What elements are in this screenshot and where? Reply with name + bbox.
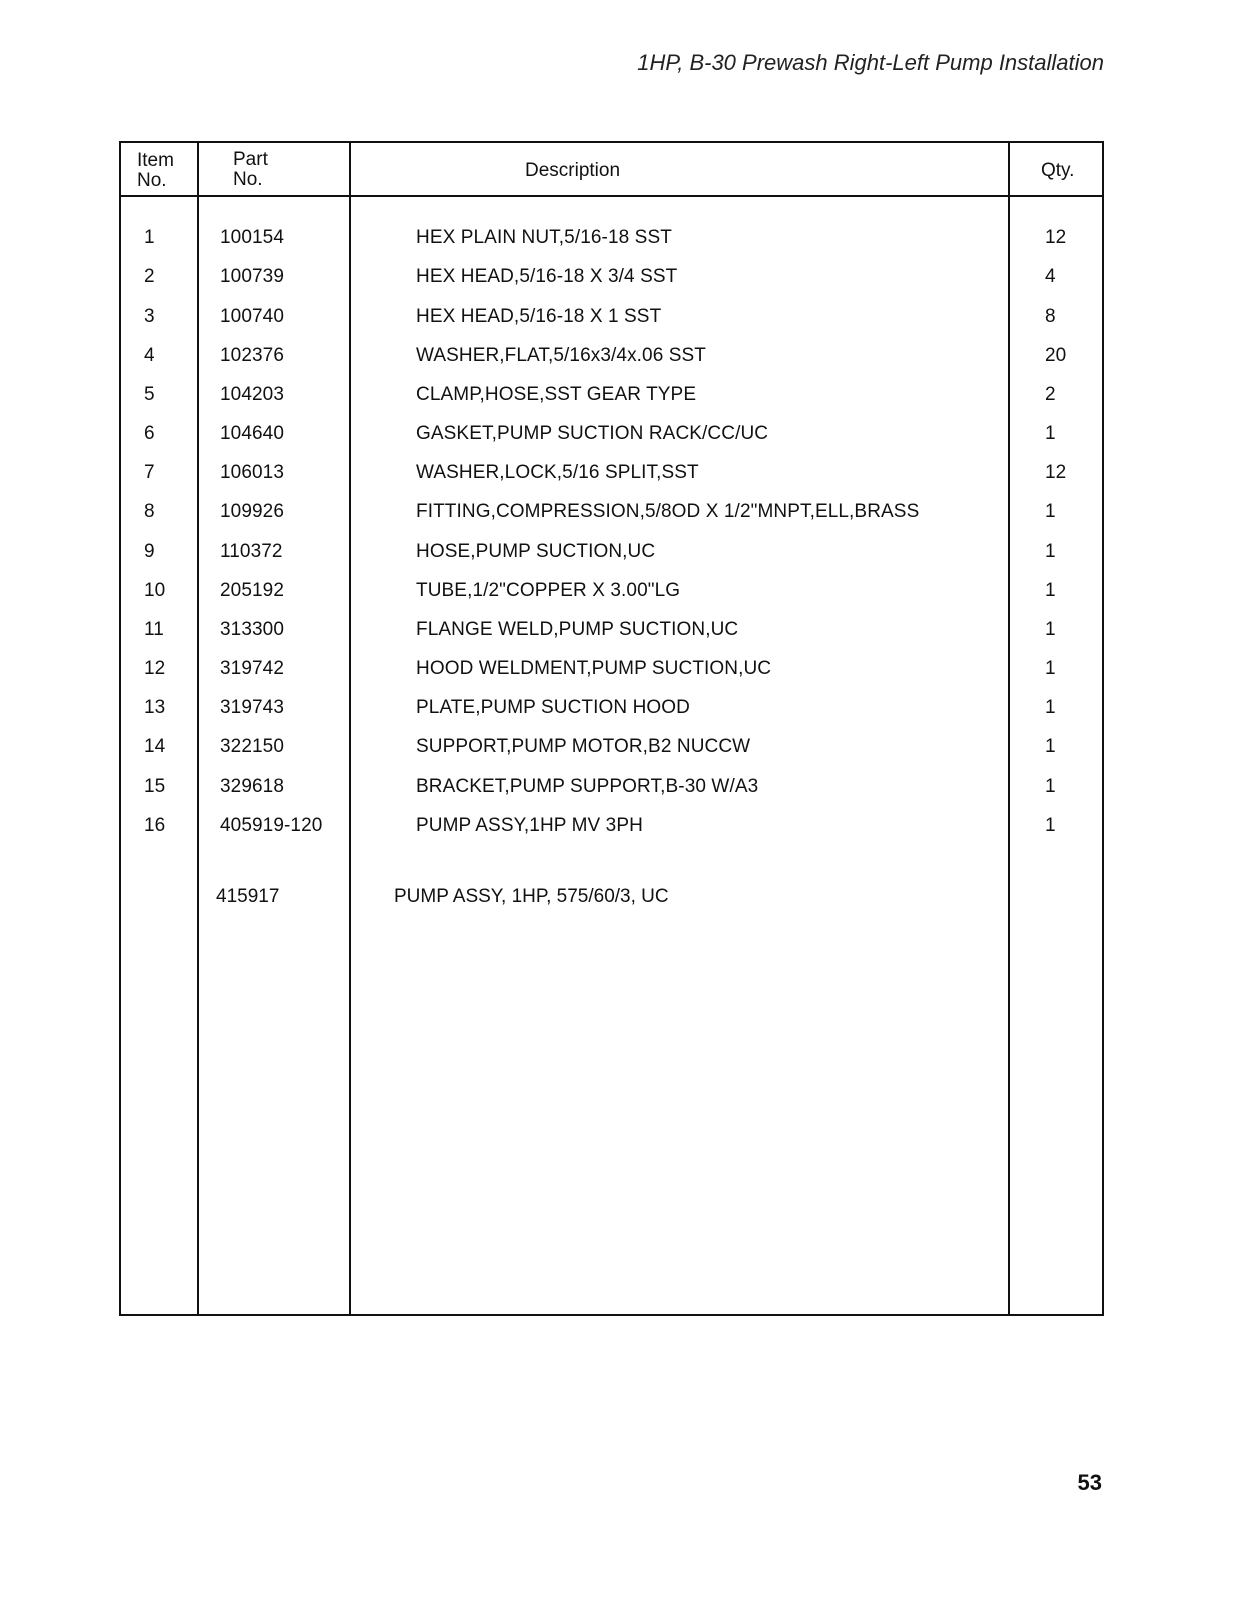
table-row: [121, 736, 1102, 775]
part-number: 329618: [220, 776, 285, 797]
alternate-part-number: 415917: [216, 886, 280, 907]
table-row: [121, 776, 1102, 815]
part-description: PLATE,PUMP SUCTION HOOD: [416, 697, 690, 718]
part-number: 110372: [220, 541, 283, 562]
part-description: HOSE,PUMP SUCTION,UC: [416, 541, 656, 562]
header-divider: [121, 195, 1102, 197]
table-row: [121, 619, 1102, 658]
quantity: 1: [1045, 815, 1056, 836]
document-title: 1HP, B-30 Prewash Right-Left Pump Installation: [637, 50, 1104, 75]
table-row: [121, 501, 1102, 540]
table-row: [121, 227, 1102, 266]
table-row: [121, 462, 1102, 501]
item-no-header: Item No.: [137, 150, 174, 191]
table-row: [121, 541, 1102, 580]
table-row: [121, 345, 1102, 384]
table-row: [121, 815, 1102, 854]
part-number: 322150: [220, 736, 285, 757]
part-description: HEX PLAIN NUT,5/16-18 SST: [416, 227, 672, 248]
part-number: 102376: [220, 345, 285, 366]
part-number: 313300: [220, 619, 285, 640]
part-description: GASKET,PUMP SUCTION RACK/CC/UC: [416, 423, 769, 444]
part-number: 100740: [220, 306, 285, 327]
quantity: 1: [1045, 619, 1056, 640]
part-description: HOOD WELDMENT,PUMP SUCTION,UC: [416, 658, 772, 679]
table-row: [121, 266, 1102, 305]
quantity: 12: [1045, 462, 1067, 483]
item-number: 2: [144, 266, 155, 287]
table-row: [121, 423, 1102, 462]
item-number: 14: [144, 736, 166, 757]
part-number: 319742: [220, 658, 285, 679]
part-description: CLAMP,HOSE,SST GEAR TYPE: [416, 384, 697, 405]
part-number: 104203: [220, 384, 285, 405]
quantity: 1: [1045, 501, 1056, 522]
quantity: 4: [1045, 266, 1056, 287]
part-description: FITTING,COMPRESSION,5/8OD X 1/2"MNPT,ELL,BRASS: [416, 501, 920, 522]
quantity: 1: [1045, 776, 1056, 797]
alternate-part-description: PUMP ASSY, 1HP, 575/60/3, UC: [394, 886, 669, 907]
part-description: WASHER,LOCK,5/16 SPLIT,SST: [416, 462, 699, 483]
description-header: Description: [525, 160, 621, 181]
part-description: FLANGE WELD,PUMP SUCTION,UC: [416, 619, 739, 640]
part-number: 100154: [220, 227, 285, 248]
quantity: 1: [1045, 658, 1056, 679]
item-number: 8: [144, 501, 155, 522]
part-number: 319743: [220, 697, 285, 718]
item-number: 3: [144, 306, 155, 327]
part-description: HEX HEAD,5/16-18 X 3/4 SST: [416, 266, 678, 287]
quantity: 8: [1045, 306, 1056, 327]
quantity: 1: [1045, 541, 1056, 562]
quantity: 20: [1045, 345, 1067, 366]
part-number: 100739: [220, 266, 285, 287]
item-number: 11: [144, 619, 164, 640]
part-description: SUPPORT,PUMP MOTOR,B2 NUCCW: [416, 736, 751, 757]
item-number: 10: [144, 580, 166, 601]
item-number: 6: [144, 423, 155, 444]
item-number: 15: [144, 776, 166, 797]
quantity: 1: [1045, 423, 1056, 444]
table-row: [121, 658, 1102, 697]
part-description: HEX HEAD,5/16-18 X 1 SST: [416, 306, 662, 327]
part-number: 106013: [220, 462, 285, 483]
part-number: 104640: [220, 423, 285, 444]
part-no-header: Part No.: [233, 149, 268, 190]
parts-table: [119, 141, 1104, 1316]
part-number: 405919-120: [220, 815, 323, 836]
part-description: PUMP ASSY,1HP MV 3PH: [416, 815, 643, 836]
part-number: 109926: [220, 501, 285, 522]
item-number: 13: [144, 697, 166, 718]
item-number: 4: [144, 345, 155, 366]
quantity: 12: [1045, 227, 1067, 248]
item-number: 7: [144, 462, 155, 483]
item-number: 5: [144, 384, 155, 405]
table-row: [121, 697, 1102, 736]
table-row: [121, 306, 1102, 345]
quantity: 1: [1045, 580, 1056, 601]
quantity: 1: [1045, 697, 1056, 718]
page-number: 53: [1077, 1470, 1102, 1495]
item-number: 1: [144, 227, 155, 248]
part-number: 205192: [220, 580, 285, 601]
qty-header: Qty.: [1041, 160, 1075, 181]
part-description: TUBE,1/2"COPPER X 3.00"LG: [416, 580, 681, 601]
table-row: [121, 580, 1102, 619]
part-description: WASHER,FLAT,5/16x3/4x.06 SST: [416, 345, 707, 366]
item-number: 12: [144, 658, 166, 679]
quantity: 2: [1045, 384, 1056, 405]
part-description: BRACKET,PUMP SUPPORT,B-30 W/A3: [416, 776, 759, 797]
item-number: 9: [144, 541, 155, 562]
table-row: [121, 384, 1102, 423]
quantity: 1: [1045, 736, 1056, 757]
item-number: 16: [144, 815, 166, 836]
